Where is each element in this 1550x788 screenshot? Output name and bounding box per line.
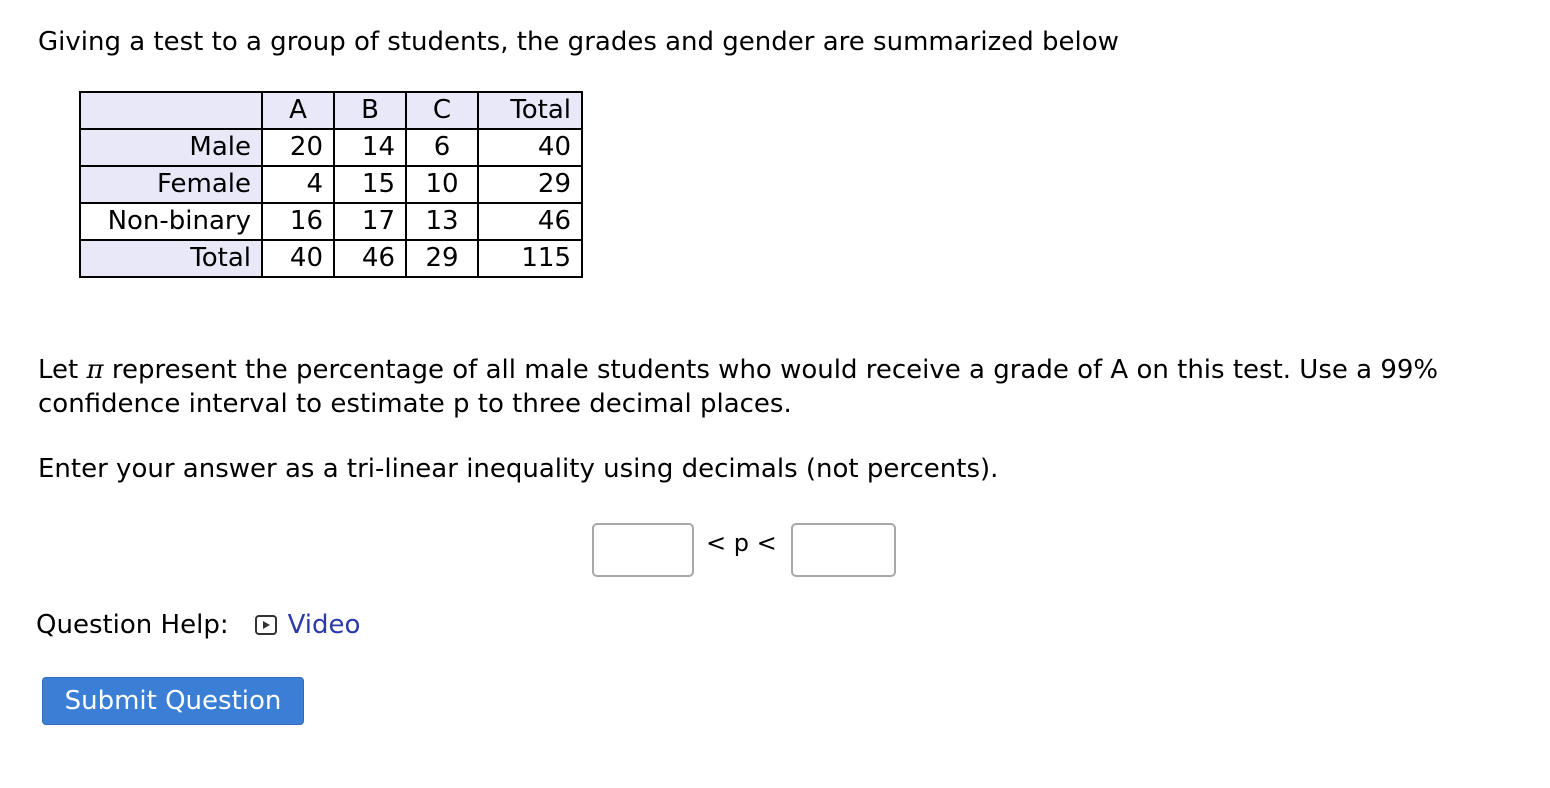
- table-cell: 46: [334, 240, 406, 277]
- column-header-b: B: [334, 92, 406, 129]
- grades-gender-table: [79, 91, 583, 278]
- row-label-female: Female: [80, 166, 262, 203]
- video-link-label: Video: [287, 610, 361, 640]
- table-cell: 20: [262, 129, 334, 166]
- table-row: [80, 129, 582, 166]
- table-cell: 15: [334, 166, 406, 203]
- question-help: [36, 608, 360, 642]
- answer-inequality: [592, 520, 896, 580]
- table-cell: 29: [478, 166, 582, 203]
- table-cell: 29: [406, 240, 478, 277]
- video-link[interactable]: [255, 608, 361, 642]
- table-row: [80, 240, 582, 277]
- table-cell: 4: [262, 166, 334, 203]
- question-text-start: Let: [38, 355, 87, 385]
- table-cell: 10: [406, 166, 478, 203]
- play-video-icon: [255, 615, 277, 635]
- row-label-non-binary: Non-binary: [80, 203, 262, 240]
- table-cell: 40: [478, 129, 582, 166]
- table-cell: 40: [262, 240, 334, 277]
- row-label-male: Male: [80, 129, 262, 166]
- table-cell: 13: [406, 203, 478, 240]
- pi-symbol: π: [86, 355, 104, 385]
- table-cell: 14: [334, 129, 406, 166]
- table-cell: 17: [334, 203, 406, 240]
- table-cell: 115: [478, 240, 582, 277]
- column-header-c: C: [406, 92, 478, 129]
- table-cell: 16: [262, 203, 334, 240]
- row-label-total: Total: [80, 240, 262, 277]
- table-row: [80, 203, 582, 240]
- lower-bound-input[interactable]: [592, 523, 694, 577]
- inequality-symbol: < p <: [706, 529, 777, 557]
- problem-intro: Giving a test to a group of students, the grades and gender are summarized below: [38, 27, 1119, 57]
- question-text-rest: represent the percentage of all male students who would receive a grade of A on this test. Use a 99% confidence interval to estimate p to three decimal places.: [38, 355, 1439, 419]
- question-help-label: Question Help:: [36, 610, 229, 640]
- table-cell: 46: [478, 203, 582, 240]
- upper-bound-input[interactable]: [791, 523, 896, 577]
- answer-instruction: Enter your answer as a tri-linear inequality using decimals (not percents).: [38, 454, 999, 484]
- column-header-total: Total: [478, 92, 582, 129]
- table-row: [80, 166, 582, 203]
- submit-question-button[interactable]: Submit Question: [42, 677, 304, 725]
- table-header-row: [80, 92, 582, 129]
- question-text: [38, 353, 1478, 421]
- column-header-a: A: [262, 92, 334, 129]
- table-corner-cell: [80, 92, 262, 129]
- table-cell: 6: [406, 129, 478, 166]
